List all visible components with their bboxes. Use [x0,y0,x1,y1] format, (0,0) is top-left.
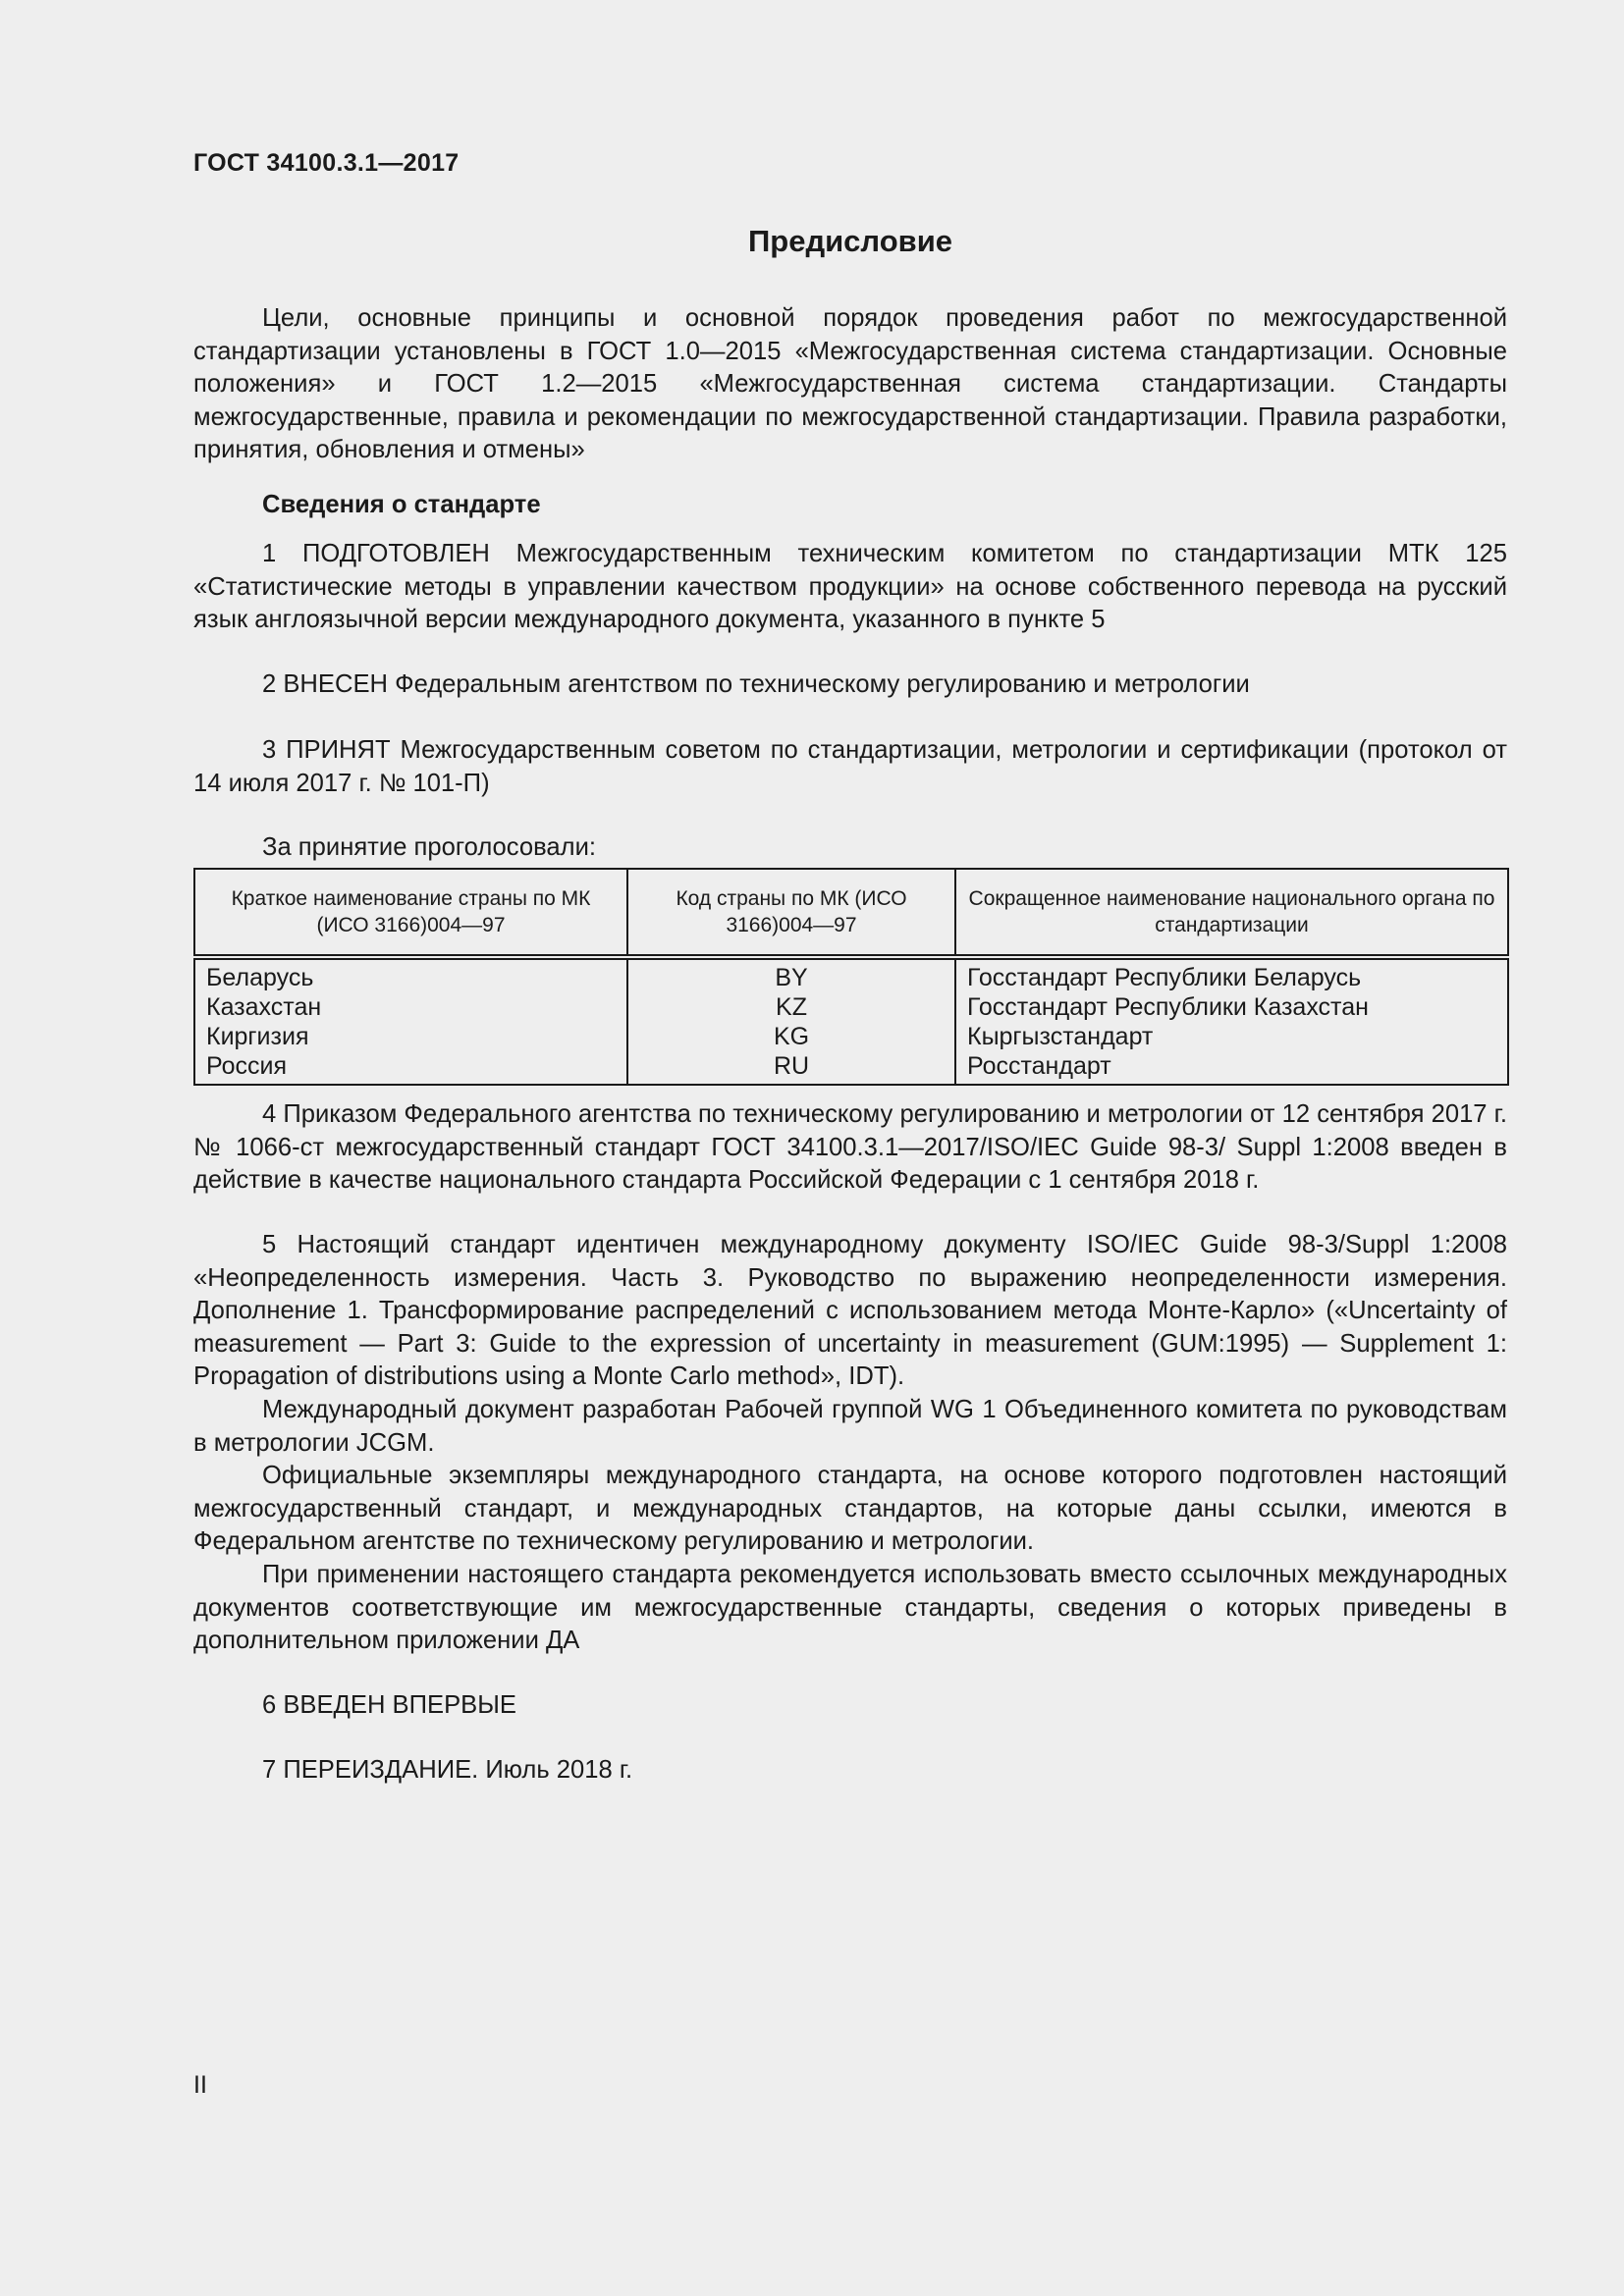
table-row [194,992,1508,1022]
section-heading: Сведения о стандарте [262,491,541,518]
table-row [194,1051,1508,1085]
header-country-name: Краткое наименование страны по МК (ИСО 3166)004—97 [194,869,627,957]
table-header-row [194,869,1508,957]
item-3-paragraph: 3 ПРИНЯТ Межгосударственным советом по стандартизации, метрологии и сертификации (протокол от 14 июля 2017 г. № 101-П) [193,736,1507,797]
page-title: Предисловие [747,224,952,258]
national-body-cell: Госстандарт Республики Беларусь [967,964,1362,991]
header-country-code: Код страны по МК (ИСО 3166)004—97 [627,869,955,957]
item-2-paragraph: 2 ВНЕСЕН Федеральным агентством по техническому регулированию и метрологии [262,670,1250,698]
item-5-copies-paragraph: Официальные экземпляры международного стандарта, на основе которого подготовлен настоящий межгосударственный стандарт, и международных стандартов, на которые даны ссылки, имеются в Федеральном агентстве по техническому регулированию и метрологии. [193,1462,1507,1555]
national-body-cell: Росстандарт [967,1052,1111,1080]
document-page [193,0,1507,2296]
country-code-cell: KZ [627,992,955,1022]
item-7-paragraph: 7 ПЕРЕИЗДАНИЕ. Июль 2018 г. [262,1756,633,1784]
country-name-cell: Беларусь [194,957,627,992]
country-name-cell: Киргизия [194,1022,627,1051]
country-name-cell: Россия [194,1051,627,1085]
country-code-cell: KG [627,1022,955,1051]
item-1-paragraph: 1 ПОДГОТОВЛЕН Межгосударственным техническим комитетом по стандартизации МТК 125 «Статистические методы в управлении качеством продукции» на основе собственного перевода на русский язык англоязычной версии международного документа, указанного в пункте 5 [193,540,1507,633]
header-national-body: Сокращенное наименование национального органа по стандартизации [955,869,1508,957]
item-5-paragraph: 5 Настоящий стандарт идентичен международному документу ISO/IEC Guide 98-3/Suppl 1:2008 «Неопределенность измерения. Часть 3. Руководство по выражению неопределенности измерения. Дополнение 1. Трансформирование распределений с использованием метода Монте-Карло» («Uncertainty of measurement — Part 3: Guide to the expression of uncertainty in measurement (GUM:1995) — Supplement 1: Propagation of distributions using a Monte Carlo method», IDT). [193,1231,1507,1390]
country-code-cell: RU [627,1051,955,1085]
document-code: ГОСТ 34100.3.1—2017 [193,149,460,177]
national-body-cell: Госстандарт Республики Казахстан [967,993,1369,1021]
voting-table [193,868,1509,1086]
voted-label: За принятие проголосовали: [262,833,596,861]
page-number: II [193,2071,207,2099]
item-6-paragraph: 6 ВВЕДЕН ВПЕРВЫЕ [262,1691,516,1719]
item-4-paragraph: 4 Приказом Федерального агентства по техническому регулированию и метрологии от 12 сентября 2017 г. № 1066-ст межгосударственный стандарт ГОСТ 34100.3.1—2017/ISO/IEC Guide 98-3/ Suppl 1:2008 введен в действие в качестве национального стандарта Российской Федерации с 1 сентября 2018 г. [193,1100,1507,1194]
country-code-cell: BY [627,957,955,992]
national-body-cell: Кыргызстандарт [967,1023,1154,1050]
table-row [194,1022,1508,1051]
intro-paragraph: Цели, основные принципы и основной порядок проведения работ по межгосударственной стандартизации установлены в ГОСТ 1.0—2015 «Межгосударственная система стандартизации. Основные положения» и ГОСТ 1.2—2015 «Межгосударственная система стандартизации. Стандарты межгосударственные, правила и рекомендации по межгосударственной стандартизации. Правила разработки, принятия, обновления и отмены» [193,304,1507,463]
item-5-usage-paragraph: При применении настоящего стандарта рекомендуется использовать вместо ссылочных международных документов соответствующие им межгосударственные стандарты, сведения о которых приведены в дополнительном приложении ДА [193,1561,1507,1654]
country-name-cell: Казахстан [194,992,627,1022]
item-5-developer-paragraph: Международный документ разработан Рабочей группой WG 1 Объединенного комитета по руководствам в метрологии JCGM. [193,1396,1507,1457]
table-row [194,957,1508,992]
